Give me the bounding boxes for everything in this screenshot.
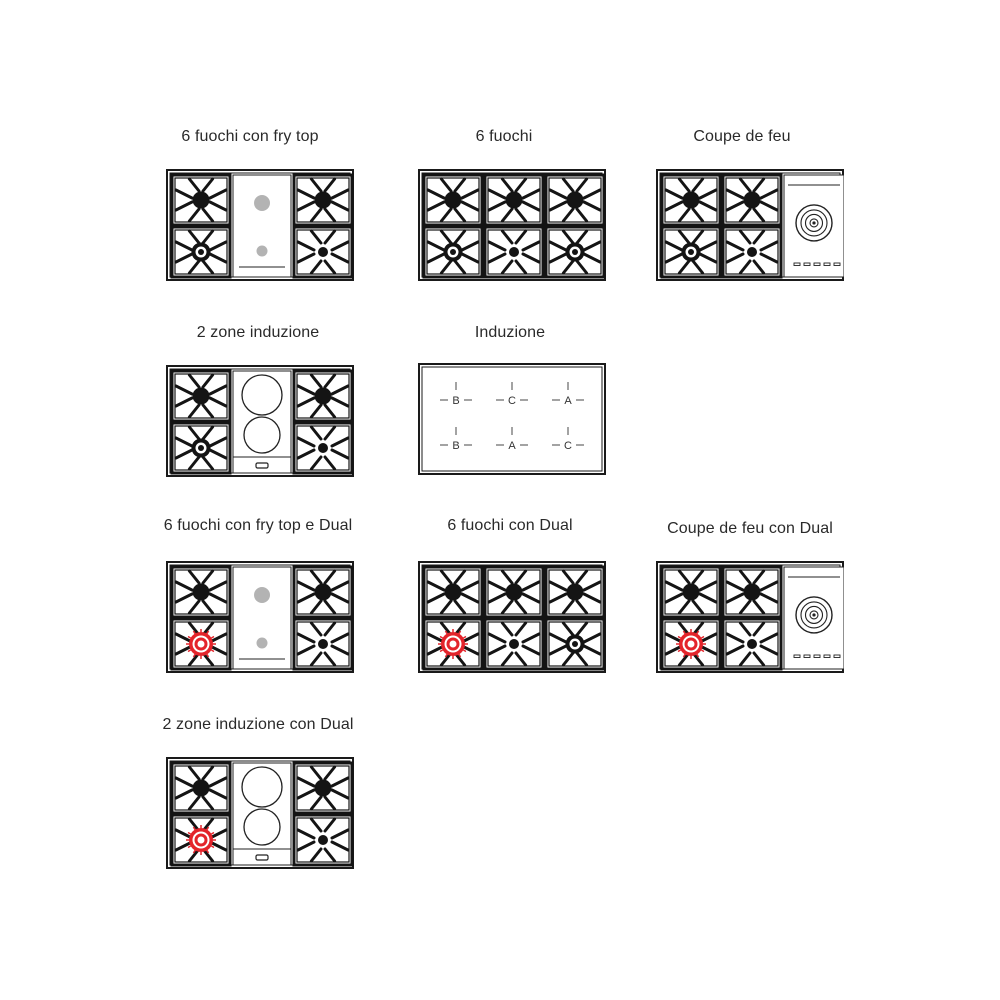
burner-icon: [424, 567, 482, 617]
coupe-de-feu-icon: [784, 175, 844, 277]
burner-icon: [294, 567, 352, 617]
induction-zone-label: B: [452, 395, 460, 407]
layout-title-coupe-de-feu: Coupe de feu: [693, 128, 791, 145]
burner-icon: [546, 619, 604, 669]
burner-icon: [723, 567, 781, 617]
dual-burner-icon: [662, 619, 720, 669]
burner-icon: [294, 371, 352, 421]
dual-burner-icon: [172, 619, 230, 669]
burner-icon: [294, 227, 352, 277]
hob-drawing: [166, 757, 354, 869]
induction-zone-label: B: [452, 440, 460, 452]
burner-icon: [172, 227, 230, 277]
hob-induzione[interactable]: [418, 363, 606, 475]
burner-icon: [172, 175, 230, 225]
hob-2-zone-induzione[interactable]: [166, 365, 354, 477]
hob-drawing: [418, 363, 606, 475]
hob-coupe-de-feu-dual[interactable]: [656, 561, 844, 673]
hob-drawing: [656, 561, 844, 673]
burner-icon: [485, 175, 543, 225]
burner-icon: [424, 227, 482, 277]
dual-burner-icon: [424, 619, 482, 669]
burner-icon: [294, 619, 352, 669]
hob-6-fuochi-fry-top[interactable]: [166, 169, 354, 281]
induction-zone-label: C: [564, 440, 572, 452]
induction-zone-icon: [233, 763, 291, 865]
burner-icon: [546, 227, 604, 277]
burner-icon: [546, 567, 604, 617]
layout-title-6-fuochi-dual: 6 fuochi con Dual: [447, 517, 573, 534]
layout-title-induzione: Induzione: [474, 324, 546, 341]
hob-6-fuochi[interactable]: [418, 169, 606, 281]
layout-title-coupe-de-feu-dual: Coupe de feu con Dual: [667, 520, 833, 537]
burner-icon: [424, 175, 482, 225]
burner-icon: [294, 423, 352, 473]
hob-6-fuochi-dual[interactable]: [418, 561, 606, 673]
burner-icon: [485, 619, 543, 669]
burner-icon: [485, 567, 543, 617]
dual-burner-icon: [172, 815, 230, 865]
burner-icon: [662, 227, 720, 277]
burner-icon: [172, 567, 230, 617]
induction-zone-label: A: [508, 440, 516, 452]
burner-icon: [723, 175, 781, 225]
burner-icon: [662, 175, 720, 225]
burner-icon: [172, 763, 230, 813]
burner-icon: [294, 175, 352, 225]
hob-drawing: [418, 561, 606, 673]
coupe-de-feu-icon: [784, 567, 844, 669]
layout-title-2-zone-induzione: 2 zone induzione: [196, 324, 320, 341]
layout-title-6-fuochi-fry-top: 6 fuochi con fry top: [181, 128, 319, 145]
burner-icon: [294, 763, 352, 813]
frytop-icon: [233, 567, 291, 669]
burner-icon: [723, 619, 781, 669]
layout-title-6-fuochi-fry-top-dual: 6 fuochi con fry top e Dual: [163, 517, 353, 534]
burner-icon: [172, 371, 230, 421]
hob-drawing: [166, 365, 354, 477]
hob-drawing: [166, 561, 354, 673]
burner-icon: [546, 175, 604, 225]
induction-zone-label: C: [508, 395, 516, 407]
frytop-icon: [233, 175, 291, 277]
induction-zone-icon: [233, 371, 291, 473]
layout-title-2-zone-induzione-dual: 2 zone induzione con Dual: [162, 716, 354, 733]
burner-icon: [723, 227, 781, 277]
hob-drawing: [418, 169, 606, 281]
burner-icon: [172, 423, 230, 473]
burner-icon: [485, 227, 543, 277]
induction-zone-label: A: [564, 395, 572, 407]
burner-icon: [294, 815, 352, 865]
hob-2-zone-induzione-dual[interactable]: [166, 757, 354, 869]
hob-drawing: [656, 169, 844, 281]
hob-drawing: [166, 169, 354, 281]
burner-icon: [662, 567, 720, 617]
hob-coupe-de-feu[interactable]: [656, 169, 844, 281]
layout-title-6-fuochi: 6 fuochi: [475, 128, 533, 145]
hob-6-fuochi-fry-top-dual[interactable]: [166, 561, 354, 673]
